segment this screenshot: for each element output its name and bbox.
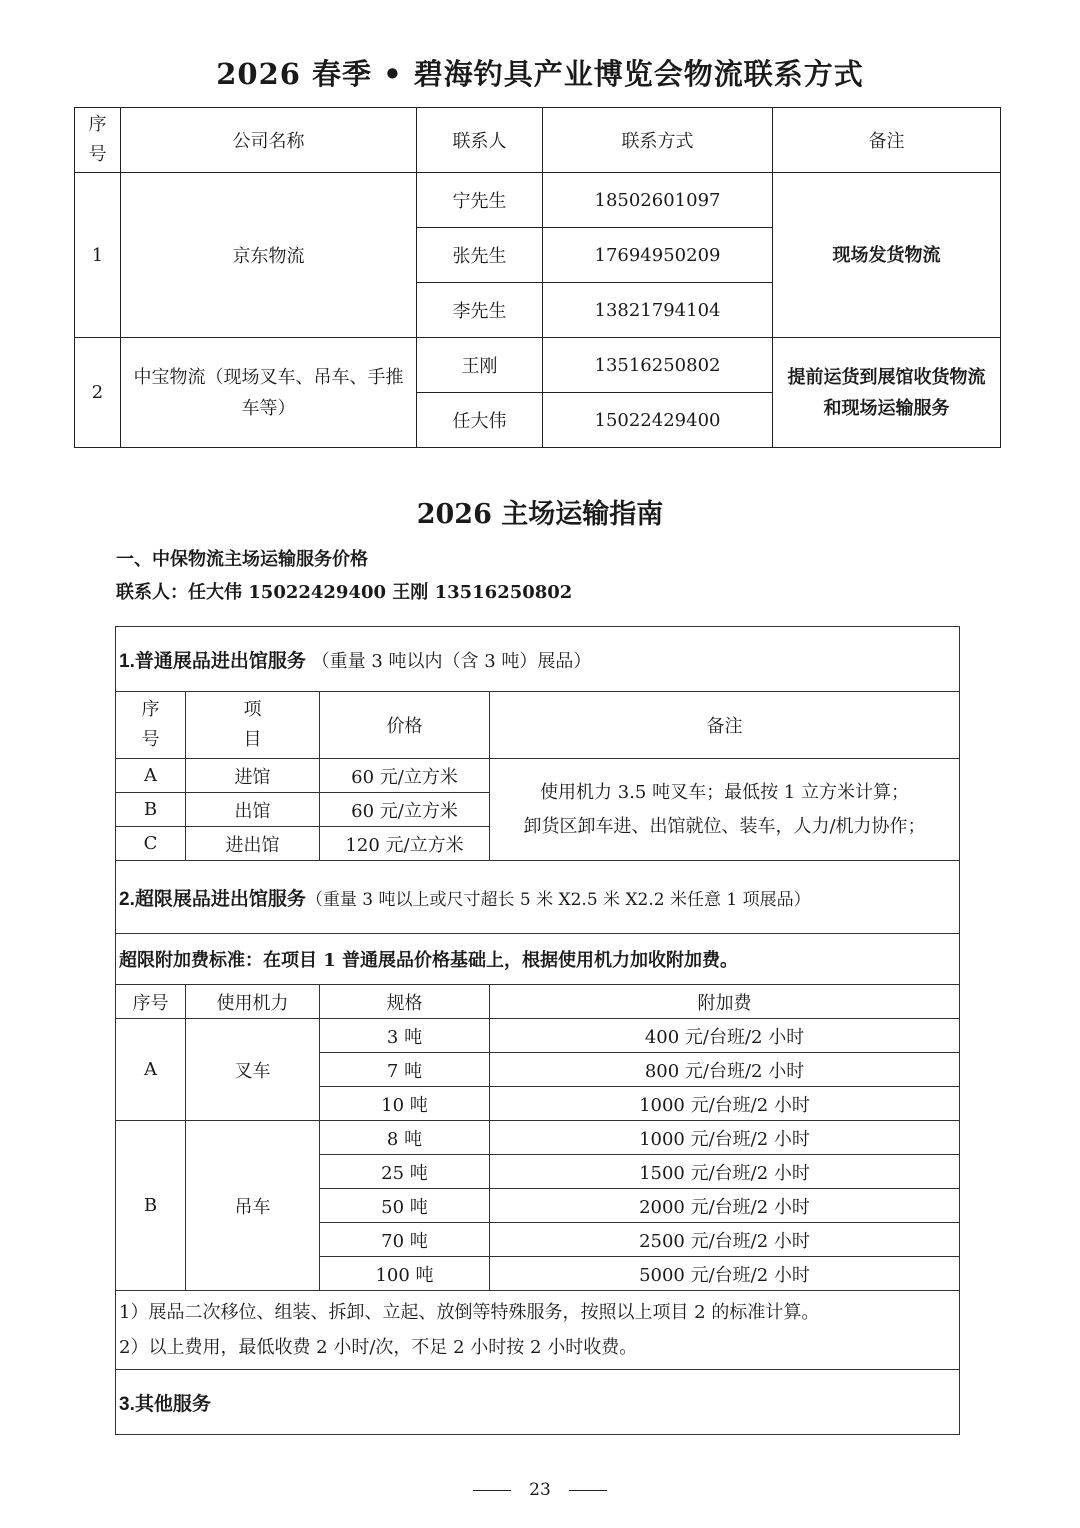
spec: 7 吨 — [320, 1053, 490, 1087]
service1-heading-row — [116, 627, 960, 692]
company-name: 京东物流 — [121, 173, 417, 338]
table-row — [75, 338, 1001, 393]
page-footer — [0, 1480, 1080, 1500]
header-cell: 序号 — [75, 108, 121, 173]
fee: 1000 元/台班/2 小时 — [490, 1087, 960, 1121]
spec: 10 吨 — [320, 1087, 490, 1121]
remark: 现场发货物流 — [773, 173, 1001, 338]
contact-line: 联系人：任大伟 15022429400 王刚 13516250802 — [116, 582, 573, 603]
header-cell: 附加费 — [490, 985, 960, 1019]
header-cell: 联系人 — [417, 108, 543, 173]
contact-phone: 13516250802 — [543, 338, 773, 393]
spec: 3 吨 — [320, 1019, 490, 1053]
footer-divider — [473, 1490, 511, 1491]
contact-phone: 15022429400 — [543, 393, 773, 448]
service1-note: （重量 3 吨以内（含 3 吨）展品） — [311, 650, 592, 672]
section-heading: 一、中保物流主场运输服务价格 — [116, 549, 368, 570]
table-header-row — [116, 692, 960, 759]
table-header-row — [116, 985, 960, 1019]
item-price: 120 元/立方米 — [320, 827, 490, 861]
contact-phone: 17694950209 — [543, 228, 773, 283]
surcharge-rule-row — [116, 934, 960, 985]
contact-phone: 13821794104 — [543, 283, 773, 338]
fee: 5000 元/台班/2 小时 — [490, 1257, 960, 1291]
contact-person: 李先生 — [417, 283, 543, 338]
section-title: 2026 主场运输指南 — [416, 499, 664, 530]
logistics-contact-table — [74, 107, 1001, 448]
note-item: 2）以上费用，最低收费 2 小时/次，不足 2 小时按 2 小时收费。 — [119, 1337, 638, 1358]
note-item: 1）展品二次移位、组装、拆卸、立起、放倒等特殊服务，按照以上项目 2 的标准计算。 — [119, 1302, 820, 1323]
row-number: A — [116, 759, 186, 793]
surcharge-rule: 超限附加费标准：在项目 1 普通展品价格基础上，根据使用机力加收附加费。 — [116, 934, 960, 985]
fee: 1000 元/台班/2 小时 — [490, 1121, 960, 1155]
notes — [116, 1291, 960, 1370]
spec: 50 吨 — [320, 1189, 490, 1223]
fee: 400 元/台班/2 小时 — [490, 1019, 960, 1053]
table-row — [116, 1019, 960, 1053]
service3-heading-row — [116, 1370, 960, 1435]
service1-remark: 使用机力 3.5 吨叉车；最低按 1 立方米计算； 卸货区卸车进、出馆就位、装车，人力/机力协作； — [490, 759, 960, 861]
page-title: 2026 春季 • 碧海钓具产业博览会物流联系方式 — [216, 57, 864, 91]
notes-row — [116, 1291, 960, 1370]
machine-name: 吊车 — [186, 1121, 320, 1291]
row-number: A — [116, 1019, 186, 1121]
header-cell: 备注 — [490, 692, 960, 759]
page-number: 23 — [529, 1480, 551, 1500]
row-number: B — [116, 793, 186, 827]
header-cell: 项目 — [186, 692, 320, 759]
row-number: C — [116, 827, 186, 861]
header-cell: 规格 — [320, 985, 490, 1019]
spec: 8 吨 — [320, 1121, 490, 1155]
header-cell: 联系方式 — [543, 108, 773, 173]
header-cell: 序号 — [116, 692, 186, 759]
remark: 提前运货到展馆收货物流和现场运输服务 — [773, 338, 1001, 448]
header-cell: 价格 — [320, 692, 490, 759]
fee: 800 元/台班/2 小时 — [490, 1053, 960, 1087]
service1-heading: 1.普通展品进出馆服务 — [119, 650, 306, 672]
contact-phone: 18502601097 — [543, 173, 773, 228]
row-number: 1 — [75, 173, 121, 338]
machine-name: 叉车 — [186, 1019, 320, 1121]
table-row — [75, 173, 1001, 228]
service2-heading: 2.超限展品进出馆服务 — [119, 888, 306, 910]
service3-heading: 3.其他服务 — [119, 1393, 211, 1415]
row-number: 2 — [75, 338, 121, 448]
item-price: 60 元/立方米 — [320, 759, 490, 793]
row-number: B — [116, 1121, 186, 1291]
table-row — [116, 1121, 960, 1155]
contact-person: 张先生 — [417, 228, 543, 283]
contact-person: 王刚 — [417, 338, 543, 393]
item-name: 进出馆 — [186, 827, 320, 861]
contact-person: 任大伟 — [417, 393, 543, 448]
service2-note: （重量 3 吨以上或尺寸超长 5 米 X2.5 米 X2.2 米任意 1 项展品） — [305, 889, 811, 910]
spec: 100 吨 — [320, 1257, 490, 1291]
item-name: 出馆 — [186, 793, 320, 827]
company-name: 中宝物流（现场叉车、吊车、手推车等） — [121, 338, 417, 448]
service2-heading-row — [116, 861, 960, 934]
item-price: 60 元/立方米 — [320, 793, 490, 827]
fee: 2500 元/台班/2 小时 — [490, 1223, 960, 1257]
fee: 2000 元/台班/2 小时 — [490, 1189, 960, 1223]
fee: 1500 元/台班/2 小时 — [490, 1155, 960, 1189]
price-table — [115, 626, 960, 1435]
table-header-row — [75, 108, 1001, 173]
spec: 25 吨 — [320, 1155, 490, 1189]
header-cell: 序号 — [116, 985, 186, 1019]
footer-divider — [569, 1490, 607, 1491]
header-cell: 使用机力 — [186, 985, 320, 1019]
table-row — [116, 759, 960, 793]
spec: 70 吨 — [320, 1223, 490, 1257]
contact-person: 宁先生 — [417, 173, 543, 228]
item-name: 进馆 — [186, 759, 320, 793]
header-cell: 公司名称 — [121, 108, 417, 173]
header-cell: 备注 — [773, 108, 1001, 173]
